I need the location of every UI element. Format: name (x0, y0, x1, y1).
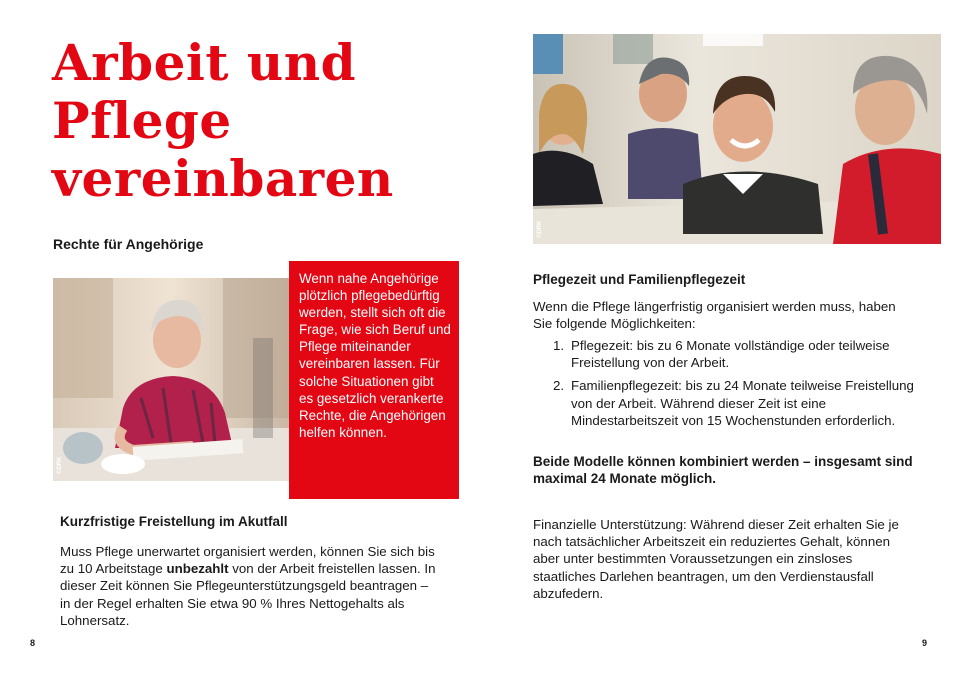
combined-note: Beide Modelle können kombiniert werden – insgesamt sind maximal 24 Monate möglich. (533, 454, 913, 487)
list-item-text: Familienpflegezeit: bis zu 24 Monate teilweise Freistellung von der Arbeit. Während dieser Zeit ist eine Mindestarbeitszeit von 15 Wochenstunden erforderlich. (571, 378, 914, 428)
photo-group-illustration (533, 34, 941, 244)
body-text: Muss Pflege unerwartet organisiert werden, können Sie sich bis zu 10 Arbeitstage (60, 544, 435, 577)
list-number: 1. (553, 338, 565, 353)
photo-elderly-woman-illustration (53, 278, 289, 481)
photo-credit: ©DRK (537, 220, 543, 238)
list-item (533, 377, 923, 429)
section-heading-kurzfristig: Kurzfristige Freistellung im Akutfall (60, 514, 288, 529)
intro-callout: Wenn nahe Angehörige plötzlich pflegebedürftig werden, stellt sich oft die Frage, wie sich Beruf und Pflege miteinander vereinbaren lassen. Für solche Situationen gibt es gesetzlich verankerte Rechte, die Angehörigen helfen können. (289, 261, 459, 499)
page-number-left: 8 (30, 638, 36, 648)
photo-credit: ©DRK (57, 456, 63, 474)
page-title: Arbeit und Pflege vereinbaren (52, 33, 394, 208)
options-list (533, 337, 923, 435)
list-item-text: Pflegezeit: bis zu 6 Monate vollständige oder teilweise Freistellung von der Arbeit. (571, 338, 890, 371)
photo-elderly-woman (53, 278, 289, 481)
photo-group-laughing (533, 34, 941, 244)
section-heading-pflegezeit: Pflegezeit und Familienpflegezeit (533, 272, 746, 287)
list-number: 2. (553, 378, 565, 394)
body-emphasis: unbezahlt (166, 561, 229, 577)
page-subtitle: Rechte für Angehörige (53, 236, 204, 252)
body-text: von der Arbeit freistellen lassen. In dieser Zeit können Sie Pflegeunterstützungsgeld beantragen – in der Regel erhalten Sie etwa 90 % Ihres Nettogehalts als Lohnersatz. (60, 561, 436, 628)
list-item (533, 337, 923, 371)
finance-paragraph: Finanzielle Unterstützung: Während dieser Zeit erhalten Sie je nach tatsächlicher Arbeitszeit ein reduziertes Gehalt, können aber unter bestimmten Voraussetzungen ein zinsloses staatliches Darlehen beantragen, um den Verdienstausfall abzufedern. (533, 517, 899, 601)
page-number-right: 9 (922, 638, 928, 648)
section-intro-pflegezeit: Wenn die Pflege längerfristig organisiert werden muss, haben Sie folgende Möglichkeiten: (533, 299, 896, 332)
section-body-kurzfristig (60, 543, 440, 629)
